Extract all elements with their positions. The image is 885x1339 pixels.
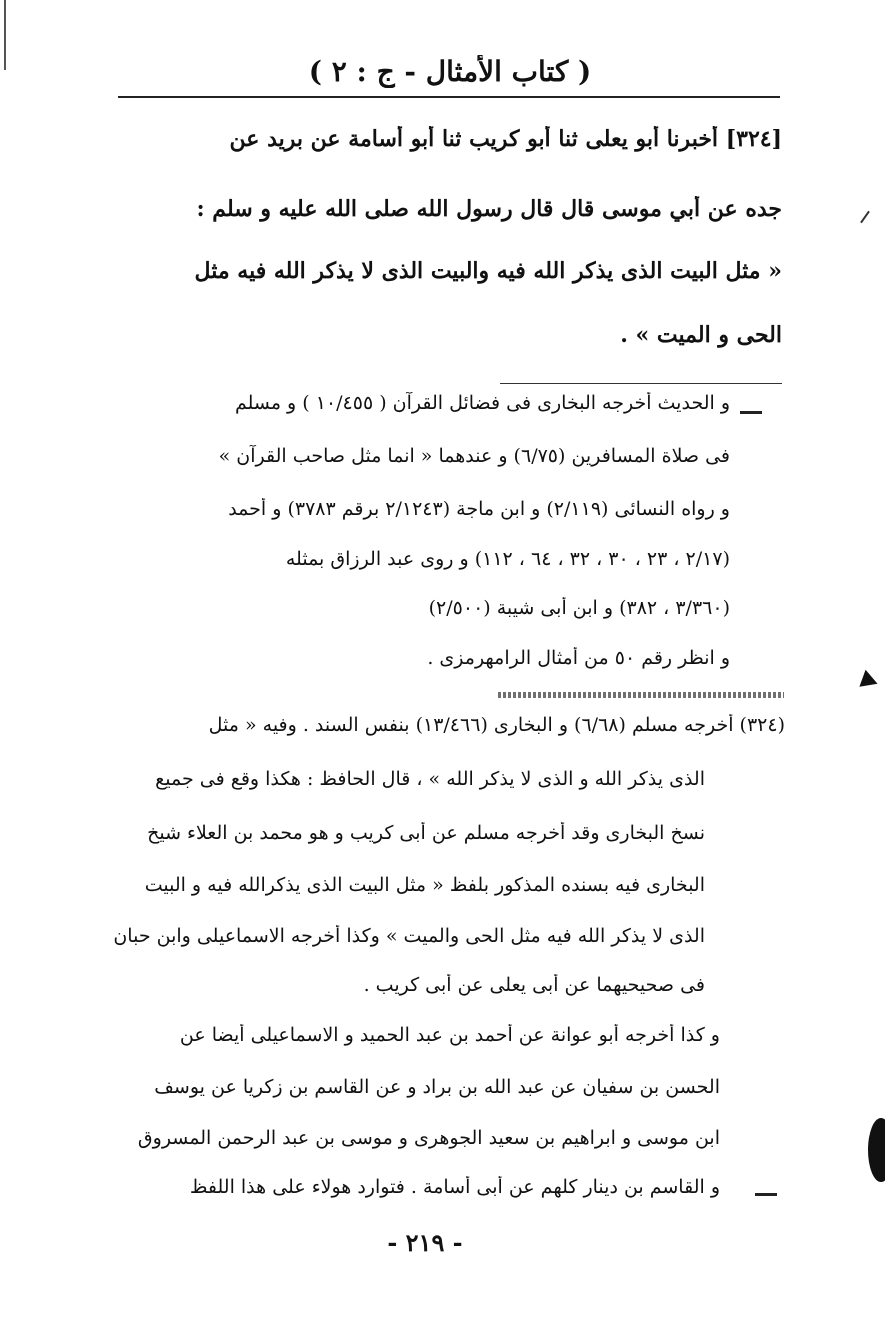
footnote1-line-3: و رواه النسائى (٢/١١٩) و ابن ماجة (٢/١٢٤٣ برقم ٣٧٨٣) و أحمد (228, 498, 730, 520)
main-text-line-3: « مثل البيت الذى يذكر الله فيه والبيت الذى لا يذكر الله فيه مثل (194, 258, 782, 284)
margin-ink-blot (868, 1118, 885, 1182)
footnote2-line-4: البخارى فيه بسنده المذكور بلفظ « مثل البيت الذى يذكرالله فيه و البيت (144, 874, 705, 896)
footnote3-line-1: و كذا أخرجه أبو عوانة عن أحمد بن عبد الحميد و الاسماعيلى أيضا عن (179, 1024, 720, 1046)
main-text-line-2: جده عن أبي موسى قال قال رسول الله صلى الله عليه و سلم : (196, 196, 782, 222)
page-number: - ٢١٩ - (387, 1228, 463, 1257)
main-text-line-4: الحى و الميت » . (620, 322, 782, 348)
wavy-separator (498, 692, 784, 698)
header-rule (118, 96, 780, 98)
footnote3-line-4: و القاسم بن دينار كلهم عن أبى أسامة . فتوارد هولاء على هذا اللفظ (189, 1176, 720, 1198)
footnote1-line-4: (٢/١٧ ، ٢٣ ، ٣٠ ، ٣٢ ، ٦٤ ، ١١٢) و روى عبد الرزاق بمثله (285, 548, 730, 570)
footnote-dash-mark (740, 411, 762, 414)
footnote3-line-3: ابن موسى و ابراهيم بن سعيد الجوهرى و موسى بن عبد الرحمن المسروق (137, 1127, 720, 1149)
footnote1-line-5: (٣/٣٦٠ ، ٣٨٢) و ابن أبى شيبة (٢/٥٠٠) (428, 597, 730, 619)
footnote-separator (500, 383, 782, 384)
margin-mark (4, 0, 6, 70)
margin-tick-mark (860, 211, 870, 224)
footnote3-line-2: الحسن بن سفيان عن عبد الله بن براد و عن القاسم بن زكريا عن يوسف (154, 1076, 720, 1098)
footnote1-line-2: فى صلاة المسافرين (٦/٧٥) و عندهما « انما مثل صاحب القرآن » (218, 445, 730, 467)
running-header: ( كتاب الأمثال - ج : ٢ ) (308, 55, 592, 88)
footnote2-line-6: فى صحيحيهما عن أبى يعلى عن أبى كريب . (363, 974, 705, 996)
footnote2-line-1: (٣٢٤) أخرجه مسلم (٦/٦٨) و البخارى (١٣/٤٦٦) بنفس السند . وفيه « مثل (208, 714, 785, 736)
footnote2-line-2: الذى يذكر الله و الذى لا يذكر الله » ، قال الحافظ : هكذا وقع فى جميع (155, 768, 705, 790)
footnote1-line-6: و انظر رقم ٥٠ من أمثال الرامهرمزى . (427, 647, 730, 669)
continuation-mark (755, 1193, 777, 1196)
main-text-line-1: [٣٢٤] أخبرنا أبو يعلى ثنا أبو كريب ثنا أبو أسامة عن بريد عن (229, 126, 782, 152)
footnote2-line-3: نسخ البخارى وقد أخرجه مسلم عن أبى كريب و هو محمد بن العلاء شيخ (147, 822, 705, 844)
margin-arrow-mark (859, 670, 880, 692)
footnote2-line-5: الذى لا يذكر الله فيه مثل الحى والميت » وكذا أخرجه الاسماعيلى وابن حبان (113, 925, 705, 947)
footnote1-line-1: و الحديث أخرجه البخارى فى فضائل القرآن ( ١٠/٤٥٥ ) و مسلم (234, 392, 730, 414)
